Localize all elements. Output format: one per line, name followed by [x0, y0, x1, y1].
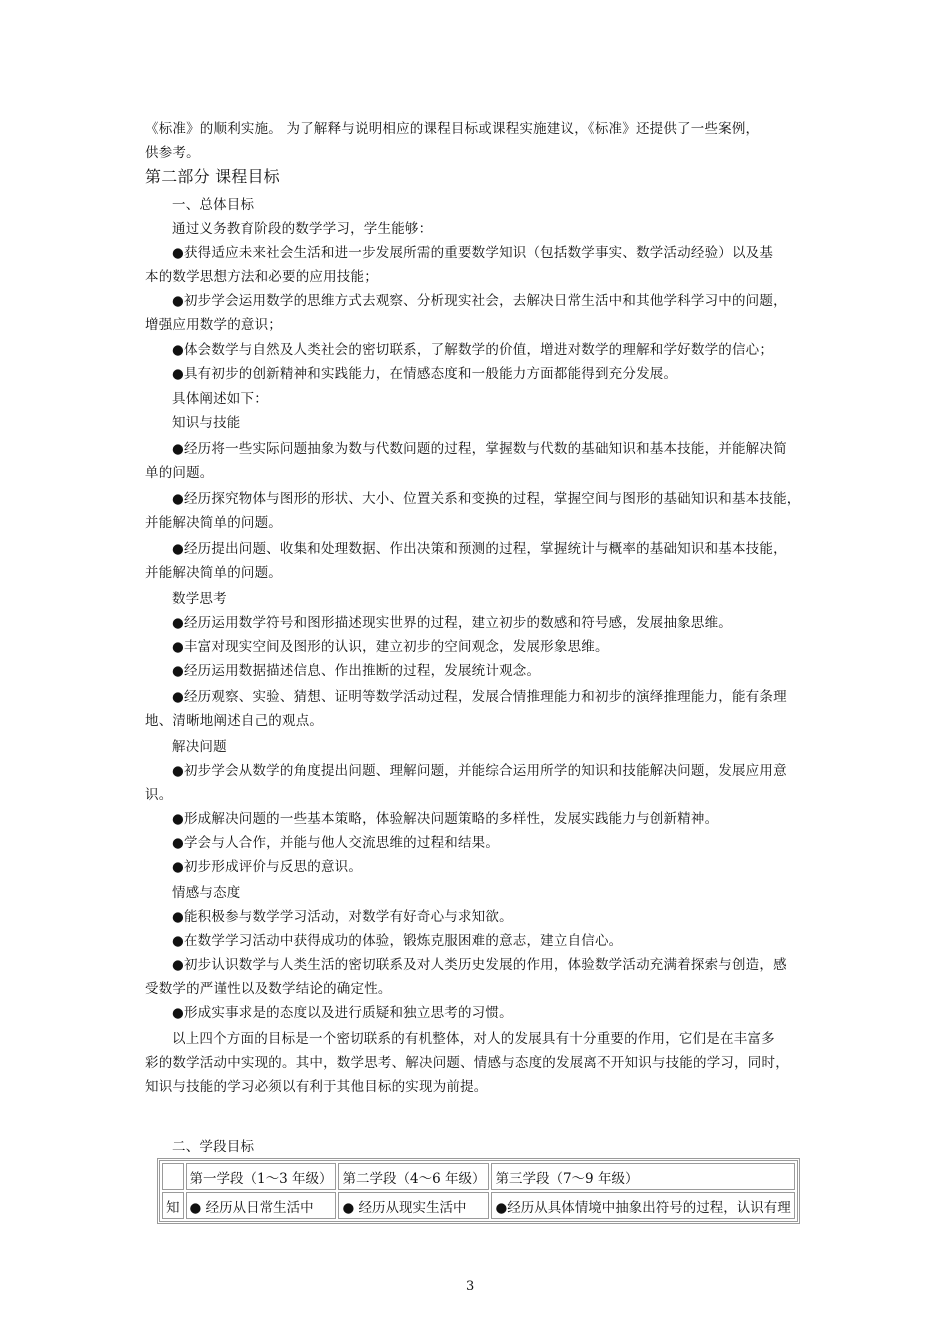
table-header-cell: [162, 1163, 184, 1190]
table-row: [162, 1192, 795, 1219]
text-line: 知识与技能的学习必须以有利于其他目标的实现为前提。: [145, 1079, 488, 1095]
text-line: ●经历运用数据描述信息、作出推断的过程，发展统计观念。: [172, 663, 541, 679]
text-line: 二、学段目标: [172, 1139, 255, 1155]
text-line: 通过义务教育阶段的数学学习，学生能够：: [172, 221, 433, 237]
text-line: ●初步认识数学与人类生活的密切联系及对人类历史发展的作用，体验数学活动充满着探索与创造，感: [172, 957, 787, 973]
text-line: 具体阐述如下：: [172, 391, 268, 407]
text-line: 识。: [145, 787, 173, 803]
text-line: ●初步学会运用数学的思维方式去观察、分析现实社会，去解决日常生活中和其他学科学习中的问题，: [172, 293, 787, 309]
text-line: ●在数学学习活动中获得成功的体验，锻炼克服困难的意志，建立自信心。: [172, 933, 623, 949]
text-line: 并能解决简单的问题。: [145, 515, 282, 531]
text-line: 一、总体目标: [172, 197, 255, 213]
text-line: 数学思考: [172, 591, 227, 607]
text-line: 供参考。: [145, 145, 200, 161]
text-line: ●初步学会从数学的角度提出问题、理解问题，并能综合运用所学的知识和技能解决问题，发展应用意: [172, 763, 787, 779]
table-header-cell: 第一学段（1～3 年级）: [186, 1163, 337, 1190]
table-cell: 知: [162, 1192, 184, 1219]
text-line: 单的问题。: [145, 465, 214, 481]
table-header-row: [162, 1163, 795, 1190]
text-line: ●能积极参与数学学习活动，对数学有好奇心与求知欲。: [172, 909, 513, 925]
text-line: ●形成解决问题的一些基本策略，体验解决问题策略的多样性，发展实践能力与创新精神。: [172, 811, 719, 827]
text-line: 《标准》的顺利实施。 为了解释与说明相应的课程目标或课程实施建议，《标准》还提供了一些案例，: [145, 121, 760, 137]
page-number: 3: [466, 1279, 475, 1294]
text-line: 并能解决简单的问题。: [145, 565, 282, 581]
text-line: ●经历将一些实际问题抽象为数与代数问题的过程，掌握数与代数的基础知识和基本技能，并能解决简: [172, 441, 787, 457]
text-line: ●体会数学与自然及人类社会的密切联系，了解数学的价值，增进对数学的理解和学好数学的信心；: [172, 342, 774, 358]
text-line: 知识与技能: [172, 415, 241, 431]
text-line: ●经历提出问题、收集和处理数据、作出决策和预测的过程，掌握统计与概率的基础知识和基本技能，: [172, 541, 787, 557]
text-line: 本的数学思想方法和必要的应用技能；: [145, 269, 378, 285]
text-line: 地、清晰地阐述自己的观点。: [145, 713, 324, 729]
text-line: ●丰富对现实空间及图形的认识，建立初步的空间观念，发展形象思维。: [172, 639, 609, 655]
text-line: ●初步形成评价与反思的意识。: [172, 859, 363, 875]
stage-goals-table: [157, 1158, 800, 1224]
table-header-cell: 第三学段（7～9 年级）: [491, 1163, 794, 1190]
text-line: 以上四个方面的目标是一个密切联系的有机整体，对人的发展具有十分重要的作用，它们是在丰富多: [172, 1031, 775, 1047]
table-cell: ● 经历从日常生活中: [186, 1192, 337, 1219]
text-line: 受数学的严谨性以及数学结论的确定性。: [145, 981, 392, 997]
table-cell: ● 经历从现实生活中: [338, 1192, 489, 1219]
section-heading: 第二部分 课程目标: [145, 167, 280, 186]
text-line: ●获得适应未来社会生活和进一步发展所需的重要数学知识（包括数学事实、数学活动经验）以及基: [172, 245, 774, 261]
text-line: ●经历观察、实验、猜想、证明等数学活动过程，发展合情推理能力和初步的演绎推理能力，能有条理: [172, 689, 787, 705]
text-line: ●学会与人合作，并能与他人交流思维的过程和结果。: [172, 835, 500, 851]
text-line: ●具有初步的创新精神和实践能力，在情感态度和一般能力方面都能得到充分发展。: [172, 366, 678, 382]
text-line: 情感与态度: [172, 885, 241, 901]
table-cell: ●经历从具体情境中抽象出符号的过程，认识有理: [491, 1192, 794, 1219]
table-header-cell: 第二学段（4～6 年级）: [338, 1163, 489, 1190]
text-line: ●经历运用数学符号和图形描述现实世界的过程，建立初步的数感和符号感，发展抽象思维。: [172, 615, 732, 631]
text-line: 彩的数学活动中实现的。其中，数学思考、解决问题、情感与态度的发展离不开知识与技能的学习，同时，: [145, 1055, 789, 1071]
text-line: ●形成实事求是的态度以及进行质疑和独立思考的习惯。: [172, 1005, 513, 1021]
text-line: ●经历探究物体与图形的形状、大小、位置关系和变换的过程，掌握空间与图形的基础知识和基本技能，: [172, 491, 801, 507]
text-line: 解决问题: [172, 739, 227, 755]
text-line: 增强应用数学的意识；: [145, 317, 282, 333]
